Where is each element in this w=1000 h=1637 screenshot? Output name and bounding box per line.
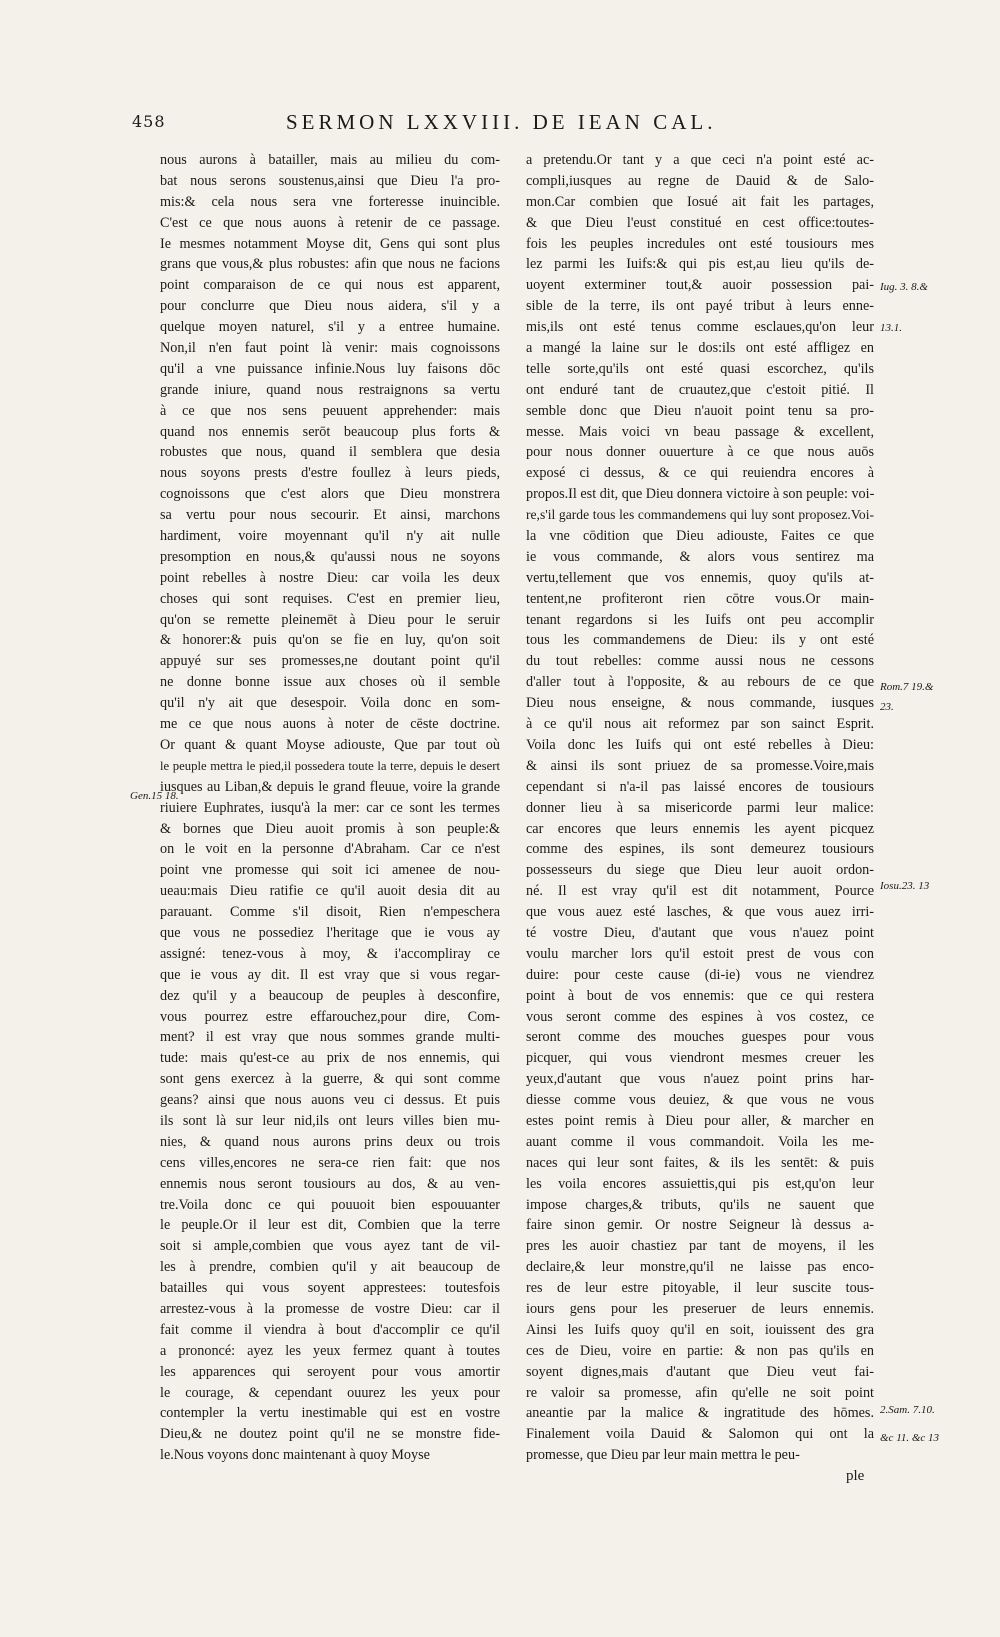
- text-line: tenant regardons si les Iuifs ont peu accomplir: [526, 611, 874, 628]
- text-line: voulu marcher lors qu'il estoit prest de vous con: [526, 945, 874, 962]
- text-line: ces de Dieu, voire en partie: & non pas qu'ils en: [526, 1342, 874, 1359]
- text-line: Or quant & quant Moyse adiouste, Que par tout où: [160, 736, 500, 753]
- text-line: point comparaison de ce qui nous est apparent,: [160, 277, 500, 294]
- text-line: quand nos ennemis serōt beaucoup plus forts &: [160, 423, 500, 440]
- text-line: la vne cōdition que Dieu adiouste, Faites ce que: [526, 528, 874, 545]
- text-line: dez qu'il y a beaucoup de peuples à desconfire,: [160, 987, 500, 1004]
- text-line: picquer, qui vous viendront mesmes creuer les: [526, 1050, 874, 1067]
- margin-note-23: 23.: [880, 701, 894, 713]
- text-line: duire: pour ceste cause (di-ie) vous ne viendrez: [526, 966, 874, 983]
- margin-note-iug: Iug. 3. 8.&: [880, 281, 928, 293]
- text-line: mis,ils ont esté tenus comme esclaues,qu'on leur: [526, 319, 874, 336]
- text-line: que ie vous ay dit. Il est vray que si vous regar-: [160, 966, 500, 983]
- text-line: promesse, que Dieu par leur main mettra le peu-: [526, 1447, 800, 1464]
- folio-number: 458: [132, 112, 166, 131]
- text-line: tentent,ne profiteront rien cōtre vous.Or main-: [526, 590, 874, 607]
- text-line: le.Nous voyons donc maintenant à quoy Moyse: [160, 1447, 430, 1464]
- text-line: ils sont là sur leur nid,ils ont leurs villes bien mu-: [160, 1112, 500, 1129]
- text-line: & que Dieu l'eust constitué en cest office:toutes-: [526, 214, 874, 231]
- text-line: batailles qui vous soyent apprestees: toutesfois: [160, 1280, 500, 1297]
- text-line: nies, & quand nous aurons prins deux ou trois: [160, 1133, 500, 1150]
- text-line: geans? ainsi que nous auons veu ci dessus. Et puis: [160, 1092, 500, 1109]
- text-line: le courage, & cependant ouurez les yeux pour: [160, 1384, 500, 1401]
- text-line: telle sorte,qu'ils ont esté quasi escorchez, qu'ils: [526, 360, 874, 377]
- text-line: point à bout de vos ennemis: que ce qui restera: [526, 987, 874, 1004]
- text-line: qu'il n'y ait que desespoir. Voila donc en som-: [160, 695, 500, 712]
- text-line: lez parmi les Iuifs:& qui pis est,au lieu qu'ils de-: [526, 256, 874, 273]
- text-line: pour conclurre que Dieu nous aidera, s'il y a: [160, 298, 500, 315]
- right-text-column: [526, 150, 874, 1466]
- text-line: & bornes que Dieu auoit promis à son peuple:&: [160, 820, 500, 837]
- text-line: mis:& cela nous sera vne forteresse inuincible.: [160, 193, 500, 210]
- text-line: exposé ci dessus, & ce qui reuiendra encores à: [526, 465, 874, 482]
- text-line: faire sinon gemir. Or nostre Seigneur là dessus a-: [526, 1217, 874, 1234]
- text-line: les à prendre, combien qu'il y ait beaucoup de: [160, 1259, 500, 1276]
- text-line: parauant. Comme s'il disoit, Rien n'empeschera: [160, 904, 500, 921]
- text-line: propos.Il est dit, que Dieu donnera victoire à son peuple: voi-: [526, 486, 874, 503]
- text-line: qu'on se remette pleinemēt à Dieu pour le seruir: [160, 611, 500, 628]
- text-line: comme des espines, ils sont demeurez tousiours: [526, 841, 874, 858]
- text-line: naces qui leur sont faites, & ils les sentēt: & puis: [526, 1154, 874, 1171]
- text-line: contempler la vertu inestimable qui est en vostre: [160, 1405, 500, 1422]
- text-line: soyent dignes,mais d'autant que Dieu veut fai-: [526, 1363, 874, 1380]
- text-line: le peuple mettra le pied,il possedera toute la terre, depuis le desert: [160, 758, 500, 773]
- text-line: on le voit en la personne d'Abraham. Car ce n'est: [160, 841, 500, 858]
- text-line: re valoir sa promesse, afin qu'elle ne soit point: [526, 1384, 874, 1401]
- text-line: presomption en nous,& qu'aussi nous ne soyons: [160, 548, 500, 565]
- text-line: bat nous serons soustenus,ainsi que Dieu l'a pro-: [160, 172, 500, 189]
- text-line: qu'il a vne puissance infinie.Nous luy faisons dōc: [160, 360, 500, 377]
- text-line: né. Il est vray qu'il est dit notamment, Pource: [526, 883, 874, 900]
- text-line: mon.Car combien que Iosué ait fait les partages,: [526, 193, 874, 210]
- text-line: C'est ce que nous auons à retenir de ce passage.: [160, 214, 500, 231]
- text-line: à ce qu'il nous ait reformez par son sainct Esprit.: [526, 716, 874, 733]
- text-line: pres les auoir chastiez par tant de moyens, il les: [526, 1238, 874, 1255]
- catchword: ple: [846, 1468, 865, 1484]
- text-line: iours gens pour les preseruer de leurs ennemis.: [526, 1300, 874, 1317]
- text-line: hardiment, voire moyennant qu'il n'y ait nulle: [160, 528, 500, 545]
- text-line: a mangé la laine sur le dos:ils ont esté affligez en: [526, 340, 874, 357]
- text-line: cognoissons que c'est alors que Dieu monstrera: [160, 486, 500, 503]
- text-line: pour nous donner ouuerture à ce que nous auōs: [526, 444, 874, 461]
- text-line: estes point remis à Dieu pour aller, & marcher en: [526, 1112, 874, 1129]
- text-line: soit si ample,combien que vous ayez tant de vil-: [160, 1238, 500, 1255]
- text-line: diesse comme vous deuiez, & que vous ne vous: [526, 1092, 874, 1109]
- text-line: assigné: tenez-vous à moy, & i'accompliray ce: [160, 945, 500, 962]
- text-line: Voila donc les Iuifs qui ont esté rebelles à Dieu:: [526, 736, 874, 753]
- text-line: uoyent exterminer tout,& auoir possession pai-: [526, 277, 874, 294]
- text-line: possesseurs du siege que Dieu leur auoit ordon-: [526, 862, 874, 879]
- text-line: quelque moyen naturel, s'il y a entree humaine.: [160, 319, 500, 336]
- text-line: les apparences qui seroyent pour vous amortir: [160, 1363, 500, 1380]
- margin-note-rom: Rom.7 19.&: [880, 681, 934, 693]
- text-line: le peuple.Or il leur est dit, Combien que la terre: [160, 1217, 500, 1234]
- text-line: aneantie par la malice & ingratitude des hōmes.: [526, 1405, 874, 1422]
- text-line: yeux,d'autant que vous n'auez point prins har-: [526, 1071, 874, 1088]
- left-text-column: [160, 150, 500, 1466]
- text-line: me ce que nous auons à noter de cēste doctrine.: [160, 716, 500, 733]
- text-line: auant comme il vous commandoit. Voila les me-: [526, 1133, 874, 1150]
- text-line: Ie mesmes notamment Moyse dit, Gens qui sont plus: [160, 235, 500, 252]
- text-line: appuyé sur ses promesses,ne doutant point qu'il: [160, 653, 500, 670]
- text-line: les voila encores assuiettis,qui pis est,qu'on leur: [526, 1175, 874, 1192]
- text-line: compli,iusques au regne de Dauid & de Salo-: [526, 172, 874, 189]
- text-line: arrestez-vous à la promesse de vostre Dieu: car il: [160, 1300, 500, 1317]
- text-line: grande iniure, quand nous restraignons sa vertu: [160, 381, 500, 398]
- margin-note-iosu: Iosu.23. 13: [880, 880, 930, 892]
- text-line: à ce que nos sens peuuent apprehender: mais: [160, 402, 500, 419]
- text-line: que vous ne possediez l'heritage que ie vous ay: [160, 924, 500, 941]
- text-line: a pretendu.Or tant y a que ceci n'a point esté ac-: [526, 152, 874, 168]
- text-line: ment? il est vray que nous sommes grande multi-: [160, 1029, 500, 1046]
- text-line: vous pourrez estre effarouchez,pour dire, Com-: [160, 1008, 500, 1025]
- text-line: ueau:mais Dieu ratifie ce qu'il auoit desia dit au: [160, 883, 500, 900]
- text-line: grans que vous,& plus robustes: afin que nous ne facions: [160, 256, 500, 273]
- text-line: cependant si n'a-il pas laissé encores de tousiours: [526, 778, 874, 795]
- margin-note-2sam: 2.Sam. 7.10.: [880, 1404, 935, 1416]
- text-line: nous soyons prests d'estre foullez à leurs pieds,: [160, 465, 500, 482]
- margin-note-13-1: 13.1.: [880, 322, 902, 334]
- text-line: Ainsi les Iuifs quoy qu'il en soit, iouissent des gra: [526, 1321, 874, 1338]
- text-line: re,s'il garde tous les commandemens qui luy sont proposez.Voi-: [526, 507, 874, 523]
- text-line: Finalement voila Dauid & Salomon qui ont la: [526, 1426, 874, 1443]
- text-line: vertu,tellement que vos ennemis, quoy qu'ils at-: [526, 569, 874, 586]
- text-line: que vous auez esté lasches, & que vous auez irri-: [526, 904, 874, 921]
- text-line: declaire,& leur monstre,qu'il ne laisse pas enco-: [526, 1259, 874, 1276]
- text-line: nous aurons à batailler, mais au milieu du com-: [160, 152, 500, 168]
- margin-note-gen: Gen.15 18.: [130, 790, 179, 802]
- text-line: messe. Mais voici vn beau passage & excellent,: [526, 423, 874, 440]
- text-line: tous les commandemens de Dieu: ils y ont esté: [526, 632, 874, 649]
- text-line: donner lieu à sa misericorde parmi leur malice:: [526, 799, 874, 816]
- text-line: du tout rebelles: comme aussi nous ne cessons: [526, 653, 874, 670]
- text-line: d'aller tout à l'opposite, & au rebours de ce que: [526, 674, 874, 691]
- text-line: fois les peuples incredules ont esté tousiours mes: [526, 235, 874, 252]
- text-line: iusques au Liban,& depuis le grand fleuue, voire la grande: [160, 778, 500, 795]
- text-line: impose charges,& tributs, qu'ils ne sauent que: [526, 1196, 874, 1213]
- text-line: ne donne bonne issue aux choses où il semble: [160, 674, 500, 691]
- text-line: res de leur estre pitoyable, il leur suscite tous-: [526, 1280, 874, 1297]
- text-line: cens villes,encores ne sera-ce rien fait: que nos: [160, 1154, 500, 1171]
- text-line: car encores que leurs ennemis les ayent picquez: [526, 820, 874, 837]
- text-line: robustes que nous, quand il semblera que desia: [160, 444, 500, 461]
- text-line: ie vous commande, & alors vous sentirez ma: [526, 548, 874, 565]
- text-line: point rebelles à nostre Dieu: car voila les deux: [160, 569, 500, 586]
- text-line: seront comme des mouches guespes pour vous: [526, 1029, 874, 1046]
- text-line: riuiere Euphrates, iusqu'à la mer: car ce sont les termes: [160, 799, 500, 816]
- text-line: a prononcé: ayez les yeux fermez quant à toutes: [160, 1342, 500, 1359]
- text-line: Dieu,& ne doutez point qu'il ne se monstre fide-: [160, 1426, 500, 1443]
- running-head: SERMON LXXVIII. DE IEAN CAL.: [286, 110, 717, 134]
- text-line: sible de la terre, ils ont payé tribut à leurs enne-: [526, 298, 874, 315]
- text-line: té vostre Dieu, d'autant que vous n'auez point: [526, 924, 874, 941]
- text-line: ont enduré tant de cruautez,que c'estoit pitié. Il: [526, 381, 874, 398]
- text-line: ennemis nous seront tousiours au dos, & au ven-: [160, 1175, 500, 1192]
- text-line: semble donc que Dieu n'auoit point tenu sa pro-: [526, 402, 874, 419]
- text-line: sont gens exercez à la guerre, & qui sont comme: [160, 1071, 500, 1088]
- text-line: choses qui sont requises. C'est en premier lieu,: [160, 590, 500, 607]
- text-line: & honorer:& puis qu'on se fie en luy, qu'on soit: [160, 632, 500, 649]
- text-line: tude: mais qu'est-ce au prix de nos ennemis, qui: [160, 1050, 500, 1067]
- text-line: sa vertu pour nous secourir. Et ainsi, marchons: [160, 507, 500, 524]
- text-line: vous seront comme des espines à vos costez, ce: [526, 1008, 874, 1025]
- text-line: Non,il n'en faut point là venir: mais cognoissons: [160, 340, 500, 357]
- text-line: tre.Voila donc ce qui pouuoit bien espouuanter: [160, 1196, 500, 1213]
- text-line: point vne promesse qui soit ici amenee de nou-: [160, 862, 500, 879]
- text-line: fait comme il viendra à bout d'accomplir ce qu'il: [160, 1321, 500, 1338]
- text-line: Dieu nous enseigne, & nous commande, iusques: [526, 695, 874, 712]
- margin-note-11-13: &c 11. &c 13: [880, 1432, 940, 1444]
- text-line: & ainsi ils sont priuez de sa promesse.Voire,mais: [526, 757, 874, 774]
